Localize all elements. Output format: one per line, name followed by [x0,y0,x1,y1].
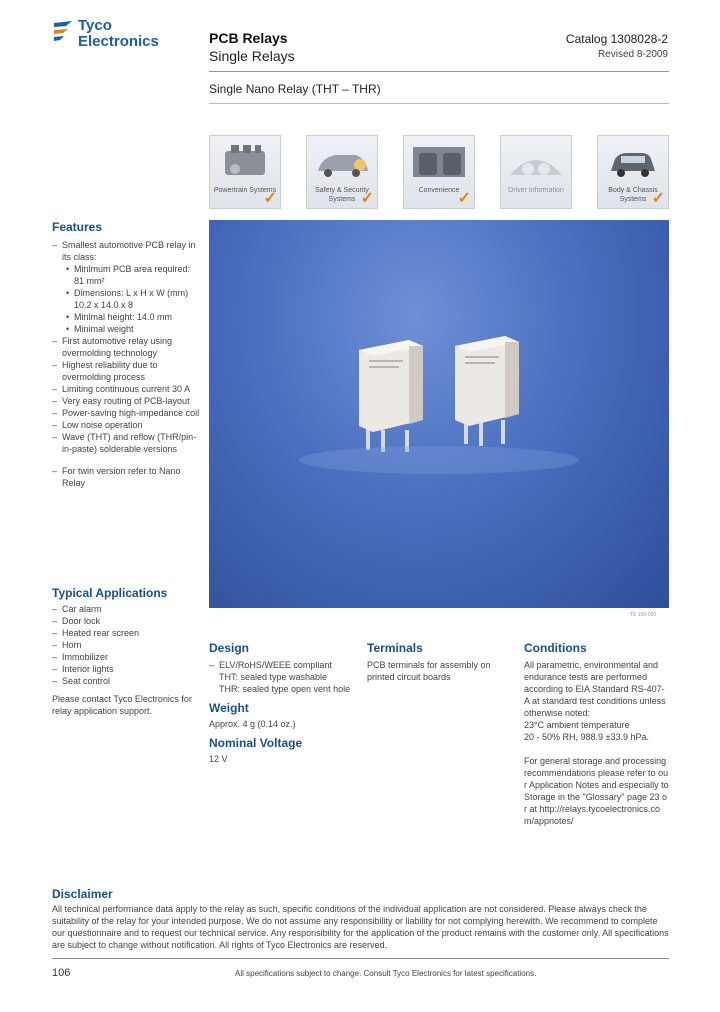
terminals-heading: Terminals [367,641,423,655]
list-item: – Immobilizer [52,652,109,662]
conditions-temperature: 23°C ambient temperature [524,720,630,730]
voltage-value: 12 V [209,754,228,764]
list-item: – ELV/RoHS/WEEE compliant [209,660,332,670]
conditions-text: All parametric, environmental and endurance tests are performed according to EIA Standard RS-407-A at standard test conditions unless otherwise noted: [524,660,666,718]
product-divider [209,103,669,104]
list-item: – Very easy routing of PCB-layout [52,396,190,406]
disclaimer-text: All technical performance data apply to the relay as such, specific conditions of the individual application are not considered. Please always check the suitability of the relay for your intended purpose. We do not assume any responsibility or liability for not complying herewith. We recommend to complete our questionnaire and to request our technical service. Any responsibility for the application of the product remains with the customer only. All specifications are subject to change without notification. All rights of Tyco Electronics are reserved. [52,904,669,950]
relay-1 [359,340,423,452]
conditions-section [524,641,669,827]
list-item: – Power-saving high-impedance coil [52,408,200,418]
tile-label: Body & Chassis Systems [608,187,658,203]
product-photo [209,220,669,608]
relay-2 [455,336,519,446]
conditions-storage-note: For general storage and processing recommendations please refer to our Application Notes and especially to Storage in the "Glossary" page 23 or at http://relays.tycoelectronics.com/appnotes/ [524,756,669,826]
applications-heading: Typical Applications [52,586,168,600]
design-list [209,659,359,695]
terminals-text: PCB terminals for assembly on printed circuit boards [367,660,491,682]
list-item: – Door lock [52,616,101,626]
list-item: – Wave (THT) and reflow (THR/pin-in-paste) solderable versions [52,432,197,454]
tile-powertrain [209,135,281,209]
applications-list [52,603,202,687]
tile-convenience [403,135,475,209]
disclaimer-section [52,887,669,951]
relay-illustration [209,220,669,608]
page-title: PCB Relays [209,30,288,46]
tile-driver-info [500,135,572,209]
photo-caption: TE 100-000 [630,612,657,618]
car-interior-icon [409,141,469,183]
page-subtitle: Single Relays [209,48,295,64]
terminals-section [367,641,517,683]
list-item: – First automotive relay using overmolding technology [52,336,173,358]
checkmark-icon: ✓ [651,190,665,207]
list-item: • Minimal weight [66,324,134,334]
conditions-heading: Conditions [524,641,587,655]
logo-line-1: Tyco [78,17,112,34]
engine-icon [215,141,275,183]
weight-value: Approx. 4 g (0.14 oz.) [209,719,296,729]
list-item: • Minimum PCB area required: 81 mm² [66,264,191,286]
car-light-icon [312,141,372,183]
header-divider [209,71,669,72]
list-item: • Dimensions: L x H x W (mm) 10.2 x 14.0 x 8 [66,288,189,310]
list-item: – Seat control [52,676,111,686]
footer-note: All specifications subject to change. Consult Tyco Electronics for latest specifications. [235,969,537,978]
revision-date: Revised 8-2009 [597,49,668,60]
list-item: – Interior lights [52,664,114,674]
list-item: • Minimal height: 14.0 mm [66,312,173,322]
applications-contact: Please contact Tyco Electronics for relay application support. [52,694,192,716]
car-body-icon [603,141,663,183]
disclaimer-heading: Disclaimer [52,887,113,901]
tile-label: Safety & Security Systems [315,187,369,203]
list-item: – Highest reliability due to overmolding process [52,360,158,382]
page-number: 106 [52,967,71,979]
checkmark-icon: ✓ [263,190,277,207]
applications-section [52,586,202,717]
dashboard-icon [506,141,566,183]
features-section [52,220,202,489]
application-tiles [209,135,669,210]
footer-divider [52,958,669,959]
product-name: Single Nano Relay (THT – THR) [209,82,381,96]
tile-label: Powertrain Systems [213,187,277,194]
list-item: – Limiting continuous current 30 A [52,384,191,394]
tile-label: Driver Information [508,187,564,194]
list-item: – Horn [52,640,82,650]
tile-safety [306,135,378,209]
checkmark-icon: ✓ [457,190,471,207]
list-item: – Car alarm [52,604,102,614]
features-list [52,239,202,455]
design-section [209,641,359,765]
company-logo-text [78,18,159,50]
design-heading: Design [209,641,250,655]
list-item: THT: sealed type washable [219,672,328,682]
twin-note [52,465,202,489]
tyco-logo-icon [52,20,74,46]
voltage-heading: Nominal Voltage [209,736,303,750]
list-item: – For twin version refer to Nano Relay [52,466,181,488]
tile-label: Convenience [418,187,460,194]
list-item: – Smallest automotive PCB relay in its class: [52,240,196,262]
logo-line-2: Electronics [78,33,159,50]
features-heading: Features [52,220,103,234]
conditions-humidity: 20 - 50% RH, 988.9 ±33.9 hPa. [524,732,650,742]
list-item: – Low noise operation [52,420,143,430]
list-item: THR: sealed type open vent hole [219,684,351,694]
tile-body-chassis [597,135,669,209]
list-item: – Heated rear screen [52,628,140,638]
weight-heading: Weight [209,701,249,715]
catalog-number: Catalog 1308028-2 [565,32,668,46]
checkmark-icon: ✓ [360,190,374,207]
